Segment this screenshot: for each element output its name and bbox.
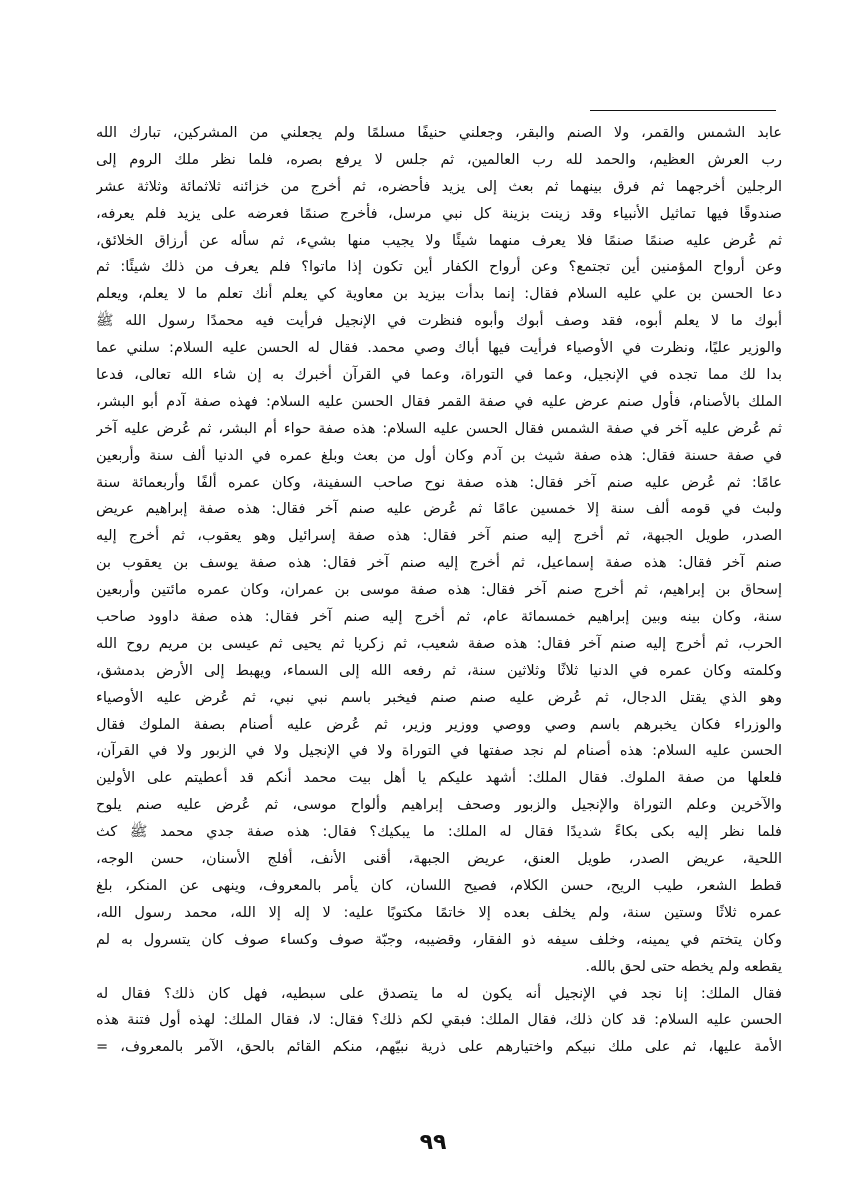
- text-line: قطط الشعر، طيب الريح، حسن الكلام، فصيح اللسان، كان يأمر بالمعروف، وينهى عن المنكر، بلغ: [96, 877, 782, 894]
- text-line: الصدر، طويل الجبهة، ثم أخرج إليه صنم آخر فقال: هذه صفة إسرائيل وهو يعقوب، ثم أخرج إليه: [96, 528, 782, 545]
- text-line: اللحية، عريض الصدر، طويل العنق، عريض الجبهة، أقنى الأنف، أفلج الأسنان، حسن الوجه،: [96, 851, 782, 868]
- text-line: وكان يتختم في يمينه، وخلف سيفه ذو الفقار، وقضيبه، وجبّة صوف وكساء صوف كان يتسرول به لم: [96, 931, 782, 948]
- body-text: [96, 120, 782, 1061]
- text-line: فقال الملك: إنا نجد في الإنجيل أنه يكون له ما يتصدق على سبطيه، فهل كان ذلك؟ فقال له: [96, 985, 782, 1002]
- text-line: رب العرش العظيم، والحمد لله رب العالمين، ثم جلس لا يرفع بصره، فلما نظر ملك الروم إلى: [96, 151, 782, 168]
- text-line: ولبث في قومه ألف سنة إلا خمسين عامًا ثم عُرض عليه صنم آخر فقال: هذه صفة إبراهيم عريض: [96, 501, 782, 518]
- text-line: والوزراء فكان يخبرهم باسم وصي ووصي ووزير وزير، ثم عُرض عليه أصنام بصفة الملوك فقال: [96, 716, 782, 733]
- text-line: بدا لك مما تجده في الإنجيل، وعما في التوراة، وعما في القرآن أخبرك به إن شاء الله تعالى، فدعا: [96, 367, 782, 384]
- text-line: عمره ثلاثًا وستين سنة، ولم يخلف بعده إلا خاتمًا مكتوبًا عليه: لا إله إلا الله، محمد رسول الله،: [96, 904, 782, 921]
- text-line: ثم عُرض عليه آخر في صفة الشمس فقال الحسن عليه السلام: هذه صفة حواء أم البشر، ثم عُرض عليه آخر: [96, 420, 782, 437]
- text-line: دعا الحسن بن علي عليه السلام فقال: إنما بدأت بيزيد بن معاوية كي يعلم أنك تعلم ما لا يعلم، ويعلم: [96, 286, 782, 303]
- text-line: وكلمته وكان عمره في الدنيا ثلاثًا وثلاثين سنة، ثم رفعه الله إلى السماء، ويهبط إلى الأرض بدمشق،: [96, 662, 782, 679]
- footnote-divider: [590, 110, 776, 111]
- text-line: عامًا: ثم عُرض عليه صنم آخر فقال: هذه صفة نوح صاحب السفينة، وكان عمره ألفًا وأربعمائة سنة: [96, 474, 782, 491]
- text-line: ثم عُرض عليه صنمًا صنمًا فلا يعرف منهما شيئًا ولا يجيب منها بشيء، ثم سأله عن أرزاق الخلائق،: [96, 232, 782, 249]
- text-line: عابد الشمس والقمر، ولا الصنم والبقر، وجعلني حنيفًا مسلمًا ولم يجعلني من المشركين، تبارك الله: [96, 125, 782, 141]
- text-line: إسحاق بن إبراهيم، ثم أخرج صنم آخر فقال: هذه صفة موسى بن عمران، وكان عمره مائتين وأربعين: [96, 582, 782, 599]
- text-line: سنة، وكان بينه وبين إبراهيم خمسمائة عام، ثم أخرج إليه صنم آخر فقال: هذه صفة داوود صاحب: [96, 609, 782, 626]
- text-line: الرجلين أخرجهما ثم فرق بينهما ثم بعث إلى يزيد فأحضره، ثم أخرج من خزائنه ثلاثمائة وثلاثة عشر: [96, 178, 782, 195]
- text-line: الأمة عليها، ثم على ملك نبيكم واختيارهم على ذرية نبيّهم، منكم القائم بالحق، الآمر بالمعروف، =: [96, 1039, 782, 1056]
- text-line: وهو الذي يقتل الدجال، ثم عُرض عليه صنم صنم فيخبر باسم نبي نبي، ثم عُرض عليه الأوصياء: [96, 689, 782, 706]
- text-line: الحسن عليه السلام: قد كان ذلك، فقال الملك: فبقي لكم ذلك؟ فقال: لا، فقال الملك: لهذه أول فتنة هذه: [96, 1012, 782, 1029]
- text-line: الحسن عليه السلام: هذه أصنام لم نجد صفتها في التوراة ولا في الإنجيل ولا في الزبور ولا في القرآن،: [96, 743, 782, 760]
- paragraph-end-line: يقطعه ولم يخطه حتى لحق بالله.: [585, 958, 782, 975]
- page-number: ٩٩: [419, 1130, 447, 1155]
- text-line: صندوقًا فيها تماثيل الأنبياء وقد زينت بزينة كل نبي مرسل، فأخرج صنمًا فعرضه على يزيد فلم يعرفه،: [96, 205, 782, 222]
- text-line: أبوك ما لا يعلم أبوه، فقد وصف أبوك وأبوه فنظرت في الإنجيل فرأيت فيه محمدًا رسول الله ﷺ: [96, 313, 782, 330]
- text-line: في صفة حسنة فقال: هذه صفة شيث بن آدم وكان أول من بعث وبلغ عمره في الدنيا ألف سنة وأربعين: [96, 447, 782, 464]
- text-line: فلما نظر إليه بكى بكاءً شديدًا فقال له الملك: ما يبكيك؟ فقال: هذه صفة جدي محمد ﷺ كث: [96, 824, 782, 841]
- text-line: الحرب، ثم أخرج إليه صنم آخر فقال: هذه صفة شعيب، ثم زكريا ثم يحيى ثم عيسى بن مريم روح الله: [96, 635, 782, 652]
- text-line: فلعلها من صفة الملوك. فقال الملك: أشهد عليكم يا أهل بيت محمد أنكم قد أعطيتم على الأولين: [96, 770, 782, 787]
- text-line: وعن أرواح المؤمنين أين تجتمع؟ وعن أرواح الكفار أين تكون إذا ماتوا؟ فلم يعرف من ذلك شيئًا: ثم: [96, 259, 782, 276]
- text-line: والوزير عليًا، ونظرت في الأوصياء فرأيت فيها أباك وصي محمد. فقال له الحسن عليه السلام: سلني عما: [96, 340, 782, 357]
- text-line: صنم آخر فقال: هذه صفة إسماعيل، ثم أخرج إليه صنم آخر فقال: هذه صفة يوسف بن يعقوب بن: [96, 555, 782, 572]
- text-line: الملك بالأصنام، فأول صنم عرض عليه في صفة القمر فقال الحسن عليه السلام: فهذه صفة آدم أبو البشر،: [96, 393, 782, 410]
- text-line: والآخرين وعلم التوراة والإنجيل والزبور وصحف إبراهيم وألواح موسى، ثم عُرض عليه صنم يلوح: [96, 797, 782, 814]
